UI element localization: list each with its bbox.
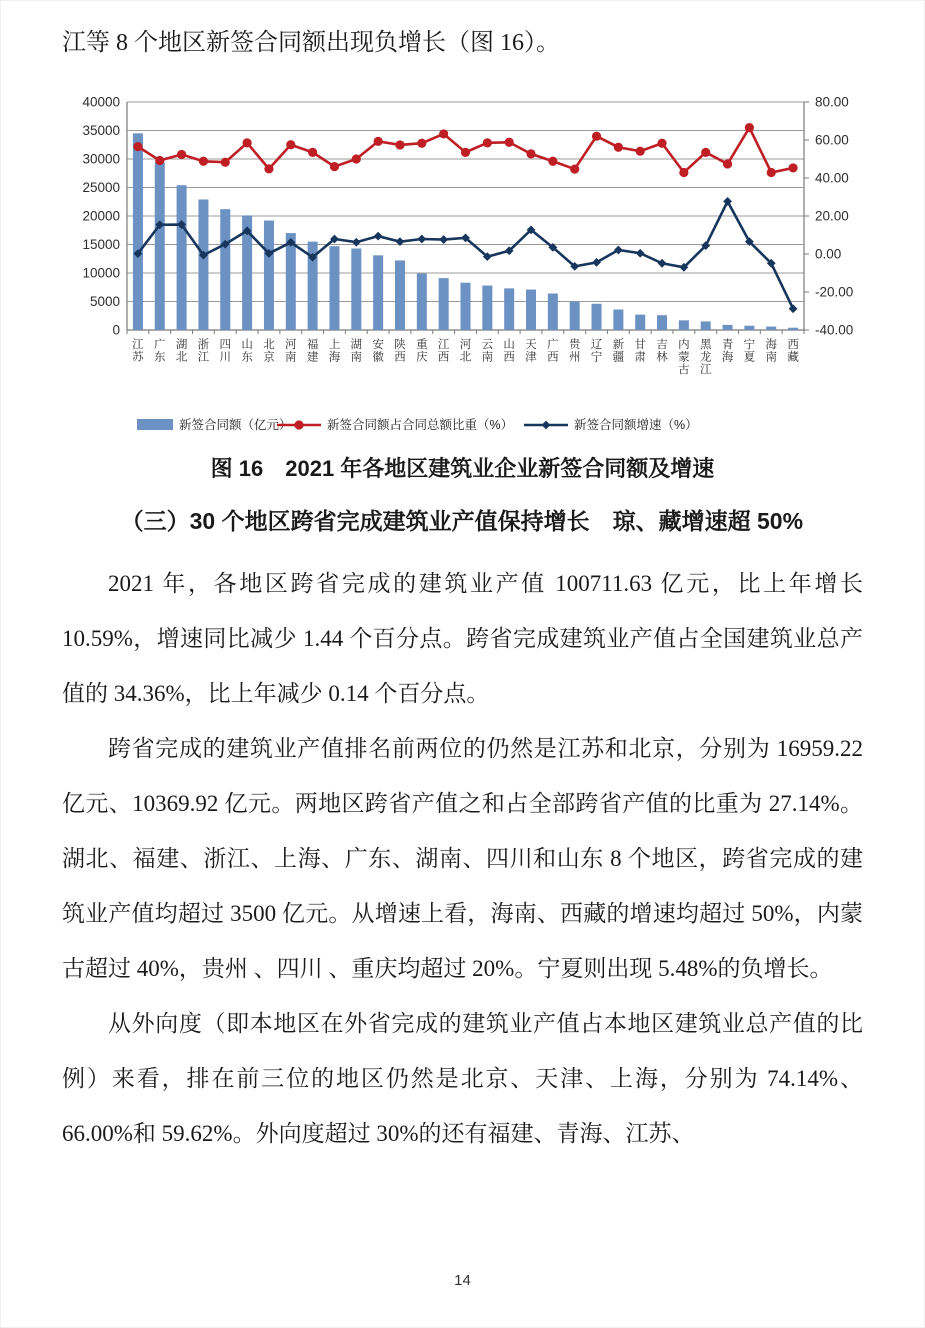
svg-text:15000: 15000 [82, 237, 120, 252]
x-axis-label: 吉林 [656, 339, 668, 364]
svg-text:40.00: 40.00 [815, 170, 849, 186]
x-axis-label: 北京 [263, 339, 275, 364]
page-number: 14 [454, 1272, 471, 1289]
x-axis-label: 湖南 [350, 339, 363, 364]
x-axis-label: 山东 [241, 339, 253, 364]
paragraph-ranking: 跨省完成的建筑业产值排名前两位的仍然是江苏和北京，分别为 16959.22 亿元、10369.92 亿元。两地区跨省产值之和占全部跨省产值的比重为 27.14%。湖北、福建、浙江、上海、广东、湖南、四川和山东 8 个地区，跨省完成的建筑业产值均超过 3500 亿元。从增速上看，海南、西藏的增速均超过 50%，内蒙古超过 40%，贵州 、四川 、重庆均超过 20%。宁夏则出现 5.48%的负增长。 [62, 736, 863, 981]
body-text-continuation: 江等 8 个地区新签合同额出现负增长（图 16）。 [62, 30, 560, 56]
body-content [62, 556, 863, 1161]
svg-text:0: 0 [112, 322, 120, 338]
x-axis-label: 内蒙古 [678, 339, 690, 376]
x-axis-label: 青海 [721, 339, 734, 364]
x-axis-label: 四川 [219, 339, 232, 364]
x-axis-label: 甘肃 [634, 339, 646, 364]
x-axis-label: 江苏 [132, 339, 144, 364]
section-heading: （三）30 个地区跨省完成建筑业产值保持增长 琼、藏增速超 50% [120, 508, 804, 534]
x-axis-label: 黑龙江 [699, 339, 712, 376]
svg-text:25000: 25000 [82, 180, 120, 195]
legend-bar-swatch [137, 419, 173, 430]
x-axis-label: 新疆 [612, 339, 625, 364]
x-axis-label: 西藏 [787, 339, 799, 364]
x-axis-label: 浙江 [197, 339, 210, 364]
svg-text:新签合同额（亿元）: 新签合同额（亿元） [179, 418, 292, 432]
x-axis-label: 天津 [525, 339, 537, 364]
x-axis-label: 安徽 [372, 339, 384, 364]
x-axis-label: 湖北 [175, 339, 188, 364]
x-axis-label: 广东 [154, 339, 166, 364]
x-axis-label: 福建 [306, 339, 319, 364]
x-axis-label: 河北 [459, 339, 472, 364]
svg-text:20.00: 20.00 [815, 208, 849, 224]
svg-text:0.00: 0.00 [815, 246, 842, 262]
svg-text:80.00: 80.00 [815, 94, 849, 110]
x-axis-label: 陕西 [394, 339, 406, 364]
x-axis-label: 上海 [328, 339, 341, 364]
svg-text:新签合同额增速（%）: 新签合同额增速（%） [574, 418, 698, 432]
x-axis-label: 河南 [285, 339, 297, 364]
paragraph-outward-degree: 从外向度（即本地区在外省完成的建筑业产值占本地区建筑业总产值的比例）来看，排在前三位的地区仍然是北京、天津、上海，分别为 74.14%、66.00%和 59.62%。外向度超过 30%的还有福建、青海、江苏、 [62, 1011, 863, 1146]
svg-text:10000: 10000 [82, 265, 120, 281]
x-axis-label: 海南 [765, 339, 777, 364]
x-axis-label: 江西 [437, 339, 450, 364]
x-axis-label: 云南 [481, 339, 494, 364]
bar-line-combo-chart [52, 88, 872, 448]
figure-caption: 图 16 2021 年各地区建筑业企业新签合同额及增速 [210, 456, 715, 481]
svg-text:5000: 5000 [89, 294, 120, 309]
svg-text:60.00: 60.00 [815, 132, 849, 148]
svg-text:新签合同额占合同总额比重（%）: 新签合同额占合同总额比重（%） [327, 418, 514, 432]
svg-text:30000: 30000 [82, 151, 120, 167]
x-axis-label: 山西 [503, 339, 515, 364]
x-axis-label: 重庆 [416, 339, 428, 364]
svg-text:-20.00: -20.00 [815, 284, 854, 300]
svg-text:20000: 20000 [82, 208, 120, 224]
svg-text:35000: 35000 [82, 123, 120, 138]
paragraph-overview: 2021 年，各地区跨省完成的建筑业产值 100711.63 亿元，比上年增长 10.59%，增速同比减少 1.44 个百分点。跨省完成建筑业产值占全国建筑业总产值的 34.36%，比上年减少 0.14 个百分点。 [62, 571, 863, 706]
x-axis-label: 宁夏 [743, 339, 756, 364]
figure-16-chart [52, 88, 872, 448]
x-axis-label: 广西 [547, 339, 559, 364]
x-axis-label: 贵州 [568, 339, 581, 364]
x-axis-label: 辽宁 [590, 339, 603, 364]
svg-text:40000: 40000 [82, 94, 120, 110]
svg-text:-40.00: -40.00 [815, 322, 854, 338]
